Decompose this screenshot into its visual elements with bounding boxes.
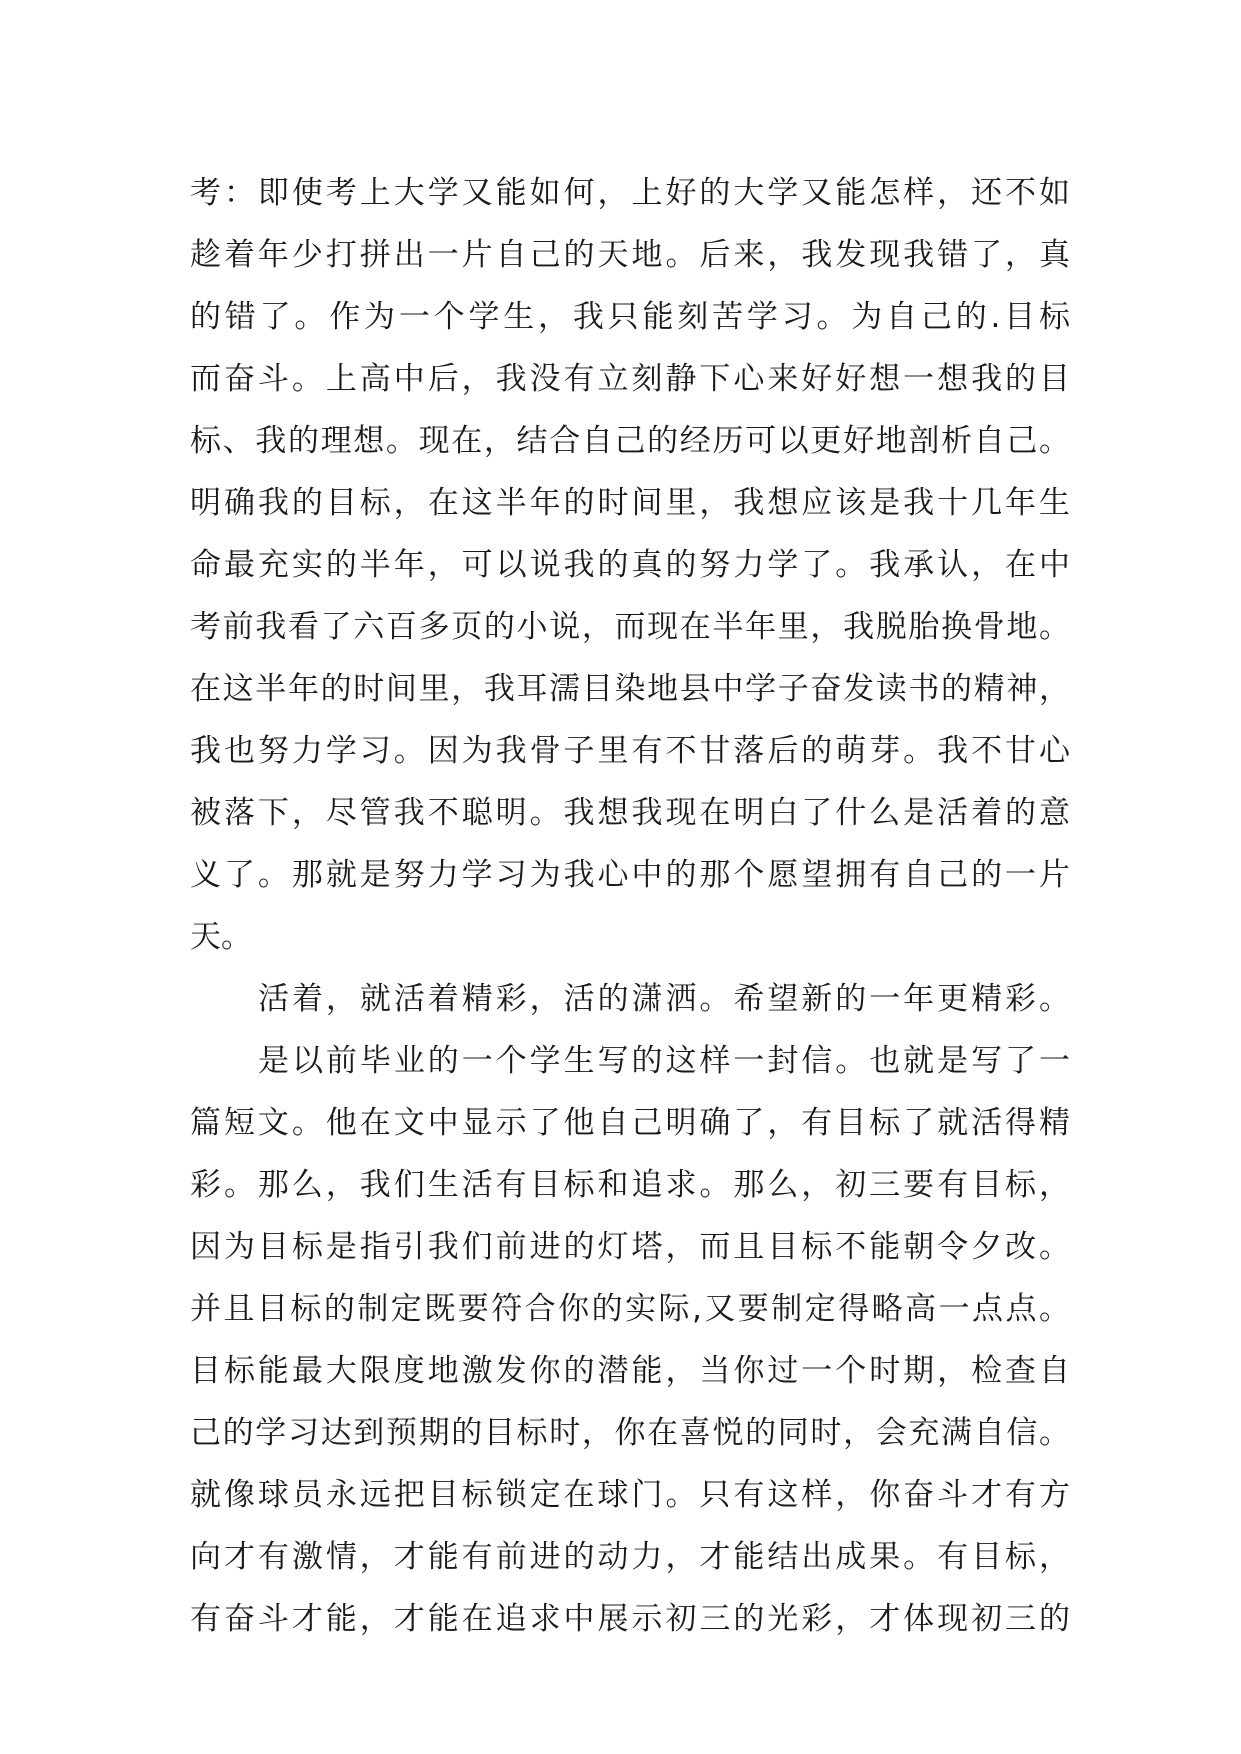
text-line: 而奋斗。上高中后，我没有立刻静下心来好好想一想我的目	[190, 361, 1070, 397]
text-line: 并且目标的制定既要符合你的实际,又要制定得略高一点点。	[190, 1291, 1070, 1327]
text-line: 彩。那么，我们生活有目标和追求。那么，初三要有目标，	[190, 1167, 1070, 1203]
text-line: 因为目标是指引我们前进的灯塔，而且目标不能朝令夕改。	[190, 1229, 1070, 1265]
text-line: 被落下，尽管我不聪明。我想我现在明白了什么是活着的意	[190, 795, 1070, 831]
text-line: 向才有激情，才能有前进的动力，才能结出成果。有目标，	[190, 1539, 1070, 1575]
paragraph-start-line: 是以前毕业的一个学生写的这样一封信。也就是写了一	[258, 1043, 1070, 1079]
text-line: 考前我看了六百多页的小说，而现在半年里，我脱胎换骨地。	[190, 609, 1070, 645]
text-line: 明确我的目标，在这半年的时间里，我想应该是我十几年生	[190, 485, 1070, 521]
text-line: 义了。那就是努力学习为我心中的那个愿望拥有自己的一片	[190, 857, 1070, 893]
text-line: 就像球员永远把目标锁定在球门。只有这样，你奋斗才有方	[190, 1477, 1070, 1513]
text-line: 标、我的理想。现在，结合自己的经历可以更好地剖析自己。	[190, 423, 1070, 459]
text-line: 我也努力学习。因为我骨子里有不甘落后的萌芽。我不甘心	[190, 733, 1070, 769]
text-line: 己的学习达到预期的目标时，你在喜悦的同时，会充满自信。	[190, 1415, 1070, 1451]
text-line: 考：即使考上大学又能如何，上好的大学又能怎样，还不如	[190, 175, 1070, 211]
text-line: 趁着年少打拼出一片自己的天地。后来，我发现我错了，真	[190, 237, 1070, 273]
text-line: 命最充实的半年，可以说我的真的努力学了。我承认，在中	[190, 547, 1070, 583]
paragraph-start-line: 活着，就活着精彩，活的潇洒。希望新的一年更精彩。	[258, 981, 1070, 1017]
text-line: 目标能最大限度地激发你的潜能，当你过一个时期，检查自	[190, 1353, 1070, 1389]
text-line: 的错了。作为一个学生，我只能刻苦学习。为自己的.目标	[190, 299, 1070, 335]
text-line: 篇短文。他在文中显示了他自己明确了，有目标了就活得精	[190, 1105, 1070, 1141]
text-line: 在这半年的时间里，我耳濡目染地县中学子奋发读书的精神，	[190, 671, 1070, 707]
text-line: 天。	[190, 919, 252, 955]
text-line: 有奋斗才能，才能在追求中展示初三的光彩，才体现初三的	[190, 1601, 1070, 1637]
body-text	[190, 162, 1070, 1650]
